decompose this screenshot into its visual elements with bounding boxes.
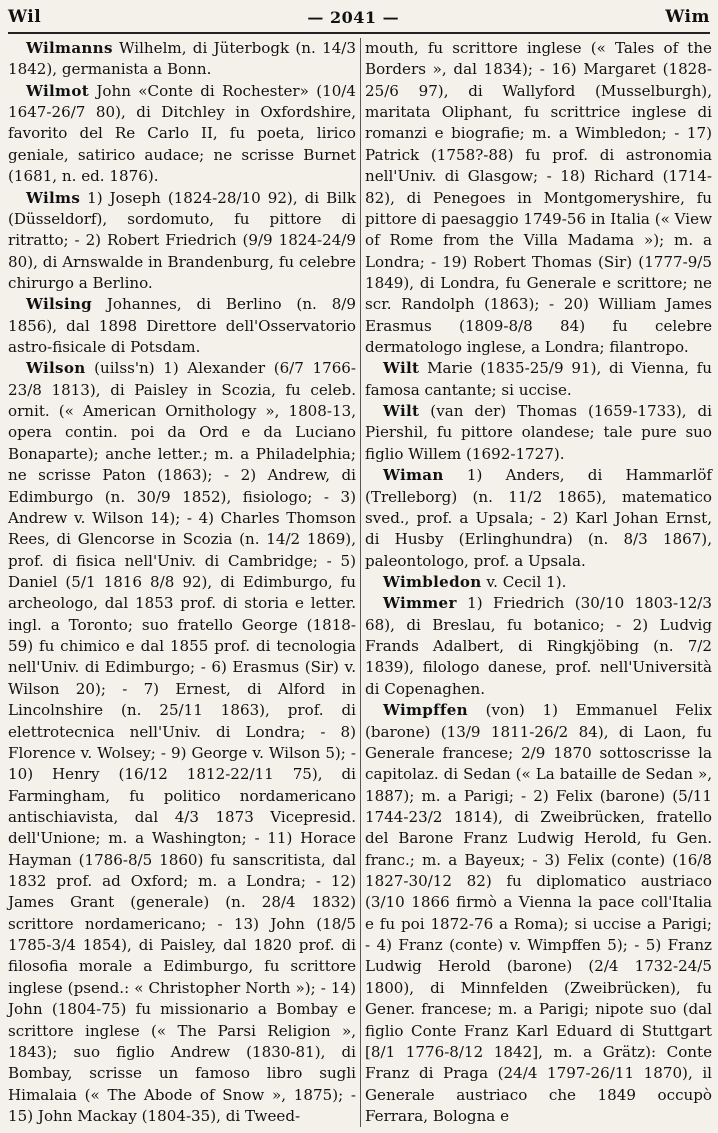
entry-text: Marie (1835-25/9 91), di Vienna, fu famosa cantante; si uccise. [365, 359, 712, 399]
dictionary-entry [8, 294, 356, 358]
entry-headword: Wimbledon [383, 572, 482, 591]
dictionary-entry [8, 38, 356, 81]
header-rule [8, 32, 710, 34]
entry-text: John «Conte di Rochester» (10/4 1647-26/7 80), di Ditchley in Oxfordshire, favorito del Re Carlo II, fu poeta, lirico geniale, satirico audace; ne scrisse Burnet (1681, n. ed. 1876). [8, 81, 356, 186]
dictionary-entry [365, 700, 712, 1127]
entry-headword: Wimpffen [383, 701, 468, 720]
dictionary-entry [365, 38, 712, 358]
entry-headword: Wilsing [26, 295, 93, 314]
entry-text: v. Cecil 1). [481, 572, 567, 591]
dictionary-entry [365, 358, 712, 401]
dictionary-entry [8, 188, 356, 295]
entry-headword: Wilson [26, 359, 86, 378]
right-column [365, 38, 712, 1127]
entry-headword: Wimmer [383, 594, 457, 613]
entry-headword: Wilms [26, 188, 81, 207]
header-right-guideword: Wim [665, 7, 710, 27]
dictionary-entry [8, 358, 356, 1127]
entry-text: 1) Friedrich (30/10 1803-12/3 68), di Breslau, fu botanico; - 2) Ludvig Frands Adalbert, di Ringkjöbing (n. 7/2 1839), filologo danese, prof. nell'Università di Copenaghen. [365, 594, 712, 698]
dictionary-entry [365, 401, 712, 465]
entry-headword: Wiman [383, 466, 444, 485]
entry-text: Johannes, di Berlino (n. 8/9 1856), dal 1898 Direttore dell'Osservatorio astro-fisicale di Potsdam. [8, 295, 356, 357]
entry-text: (van der) Thomas (1659-1733), di Piershil, fu pittore olandese; tale pure suo figlio Willem (1692-1727). [365, 402, 712, 463]
column-divider [360, 38, 361, 1127]
entry-text: (von) 1) Emmanuel Felix (barone) (13/9 1811-26/2 84), di Laon, fu Generale francese; 2/9 1870 sottoscrisse la capitolaz. di Sedan (« La bataille de Sedan », 1887); m. a Parigi; - 2) Felix (barone) (5/11 1744-23/2 1814), di Zweibrücken, fratello del Barone Franz Ludwig Herold, fu Gen. franc.; m. a Bayeux; - 3) Felix (conte) (16/8 1827-30/12 82) fu diplomatico austriaco (3/10 1866 firmò a Vienna la pace coll'Italia e fu poi 1872-76 a Roma); si uccise a Parigi; - 4) Franz (conte) v. Wimpffen 5); - 5) Franz Ludwig Herold (barone) (2/4 1732-24/5 1800), di Minnfelden (Zweibrücken), fu Gener. francese; m. a Parigi; nipote suo (dal figlio Conte Franz Karl Eduard di Stuttgart [8/1 1776-8/12 1842], m. a Grätz): Conte Franz di Praga (24/4 1797-26/11 1870), il Generale austriaco che 1849 occupò Ferrara, Bologna e [365, 701, 712, 1125]
dictionary-entry [365, 593, 712, 700]
entry-text: 1) Joseph (1824-28/10 92), di Bilk (Düsseldorf), sordomuto, fu pittore di ritratto; - 2) Robert Friedrich (9/9 1824-24/9 80), di Arnswalde in Brandenburg, fu celebre chirurgo a Berlino. [8, 188, 356, 292]
entry-headword: Wilt [383, 402, 420, 421]
entry-text: mouth, fu scrittore inglese (« Tales of the Borders », dal 1834); - 16) Margaret (1828-25/6 97), di Wallyford (Musselburgh), maritata Oliphant, fu scrittrice inglese di romanzi e biografie; m. a Wimbledon; - 17) Patrick (1758?-88) fu prof. di astronomia nell'Univ. di Glasgow; - 18) Richard (1714-82), di Penegoes in Montgomeryshire, fu pittore di paesaggio 1749-56 in Italia (« View of Rome from the Villa Madama »); m. a Londra; - 19) Robert Thomas (Sir) (1777-9/5 1849), di Londra, fu Generale e scrittore; ne scr. Randolph (1863); - 20) William James Erasmus (1809-8/8 84) fu celebre dermatologo inglese, a Londra; filantropo. [365, 39, 712, 357]
dictionary-entry [365, 465, 712, 572]
entry-headword: Wilmanns [26, 39, 113, 57]
entry-headword: Wilmot [26, 81, 89, 100]
entry-headword: Wilt [383, 359, 420, 378]
entry-text: Wilhelm, di Jüterbogk (n. 14/3 1842), germanista a Bonn. [8, 39, 356, 79]
dictionary-entry [365, 572, 712, 593]
left-column [8, 38, 356, 1127]
page-header [8, 4, 710, 30]
header-left-guideword: Wil [8, 7, 42, 27]
entry-text: (uilss'n) 1) Alexander (6/7 1766-23/8 1813), di Paisley in Scozia, fu celeb. ornit. (« American Ornithology », 1808-13, opera contin. poi da Ord e da Luciano Bonaparte); anche letter.; m. a Philadelphia; ne scrisse Paton (1863); - 2) Andrew, di Edimburgo (n. 30/9 1852), fisiologo; - 3) Andrew v. Wilson 14); - 4) Charles Thomson Rees, di Glencorse in Scozia (n. 14/2 1869), prof. di fisica nell'Univ. di Cambridge; - 5) Daniel (5/1 1816 8/8 92), di Edimburgo, fu archeologo, dal 1853 prof. di storia e letter. ingl. a Toronto; suo fratello George (1818-59) fu chimico e dal 1855 prof. di tecnologia nell'Univ. di Edimburgo; - 6) Erasmus (Sir) v. Wilson 20); - 7) Ernest, di Alford in Lincolnshire (n. 25/11 1863), prof. di elettrotecnica nell'Univ. di Londra; - 8) Florence v. Wolsey; - 9) George v. Wilson 5); - 10) Henry (16/12 1812-22/11 75), di Farmingham, fu politico nordamericano antischiavista, dal 4/3 1873 Vicepresid. dell'Unione; m. a Washington; - 11) Horace Hayman (1786-8/5 1860) fu sanscritista, dal 1832 prof. ad Oxford; m. a Londra; - 12) James Grant (generale) (n. 28/4 1832) scrittore nordamericano; - 13) John (18/5 1785-3/4 1854), di Paisley, dal 1820 prof. di filosofia morale a Edimburgo, fu scrittore inglese (psend.: « Christopher North »); - 14) John (1804-75) fu missionario a Bombay e scrittore inglese (« The Parsi Religion », 1843); suo figlio Andrew (1830-81), di Bombay, scrisse un famoso libro sugli Himalaia (« The Abode of Snow », 1875); - 15) John Mackay (1804-35), di Tweed- [8, 359, 356, 1125]
entry-text: 1) Anders, di Hammarlöf (Trelleborg) (n. 11/2 1865), matematico sved., prof. a Upsala; - 2) Karl Johan Ernst, di Husby (Erlinghundra) (n. 8/3 1867), paleontologo, prof. a Upsala. [365, 466, 712, 570]
page-number: — 2041 — [307, 7, 400, 27]
dictionary-entry [8, 81, 356, 188]
